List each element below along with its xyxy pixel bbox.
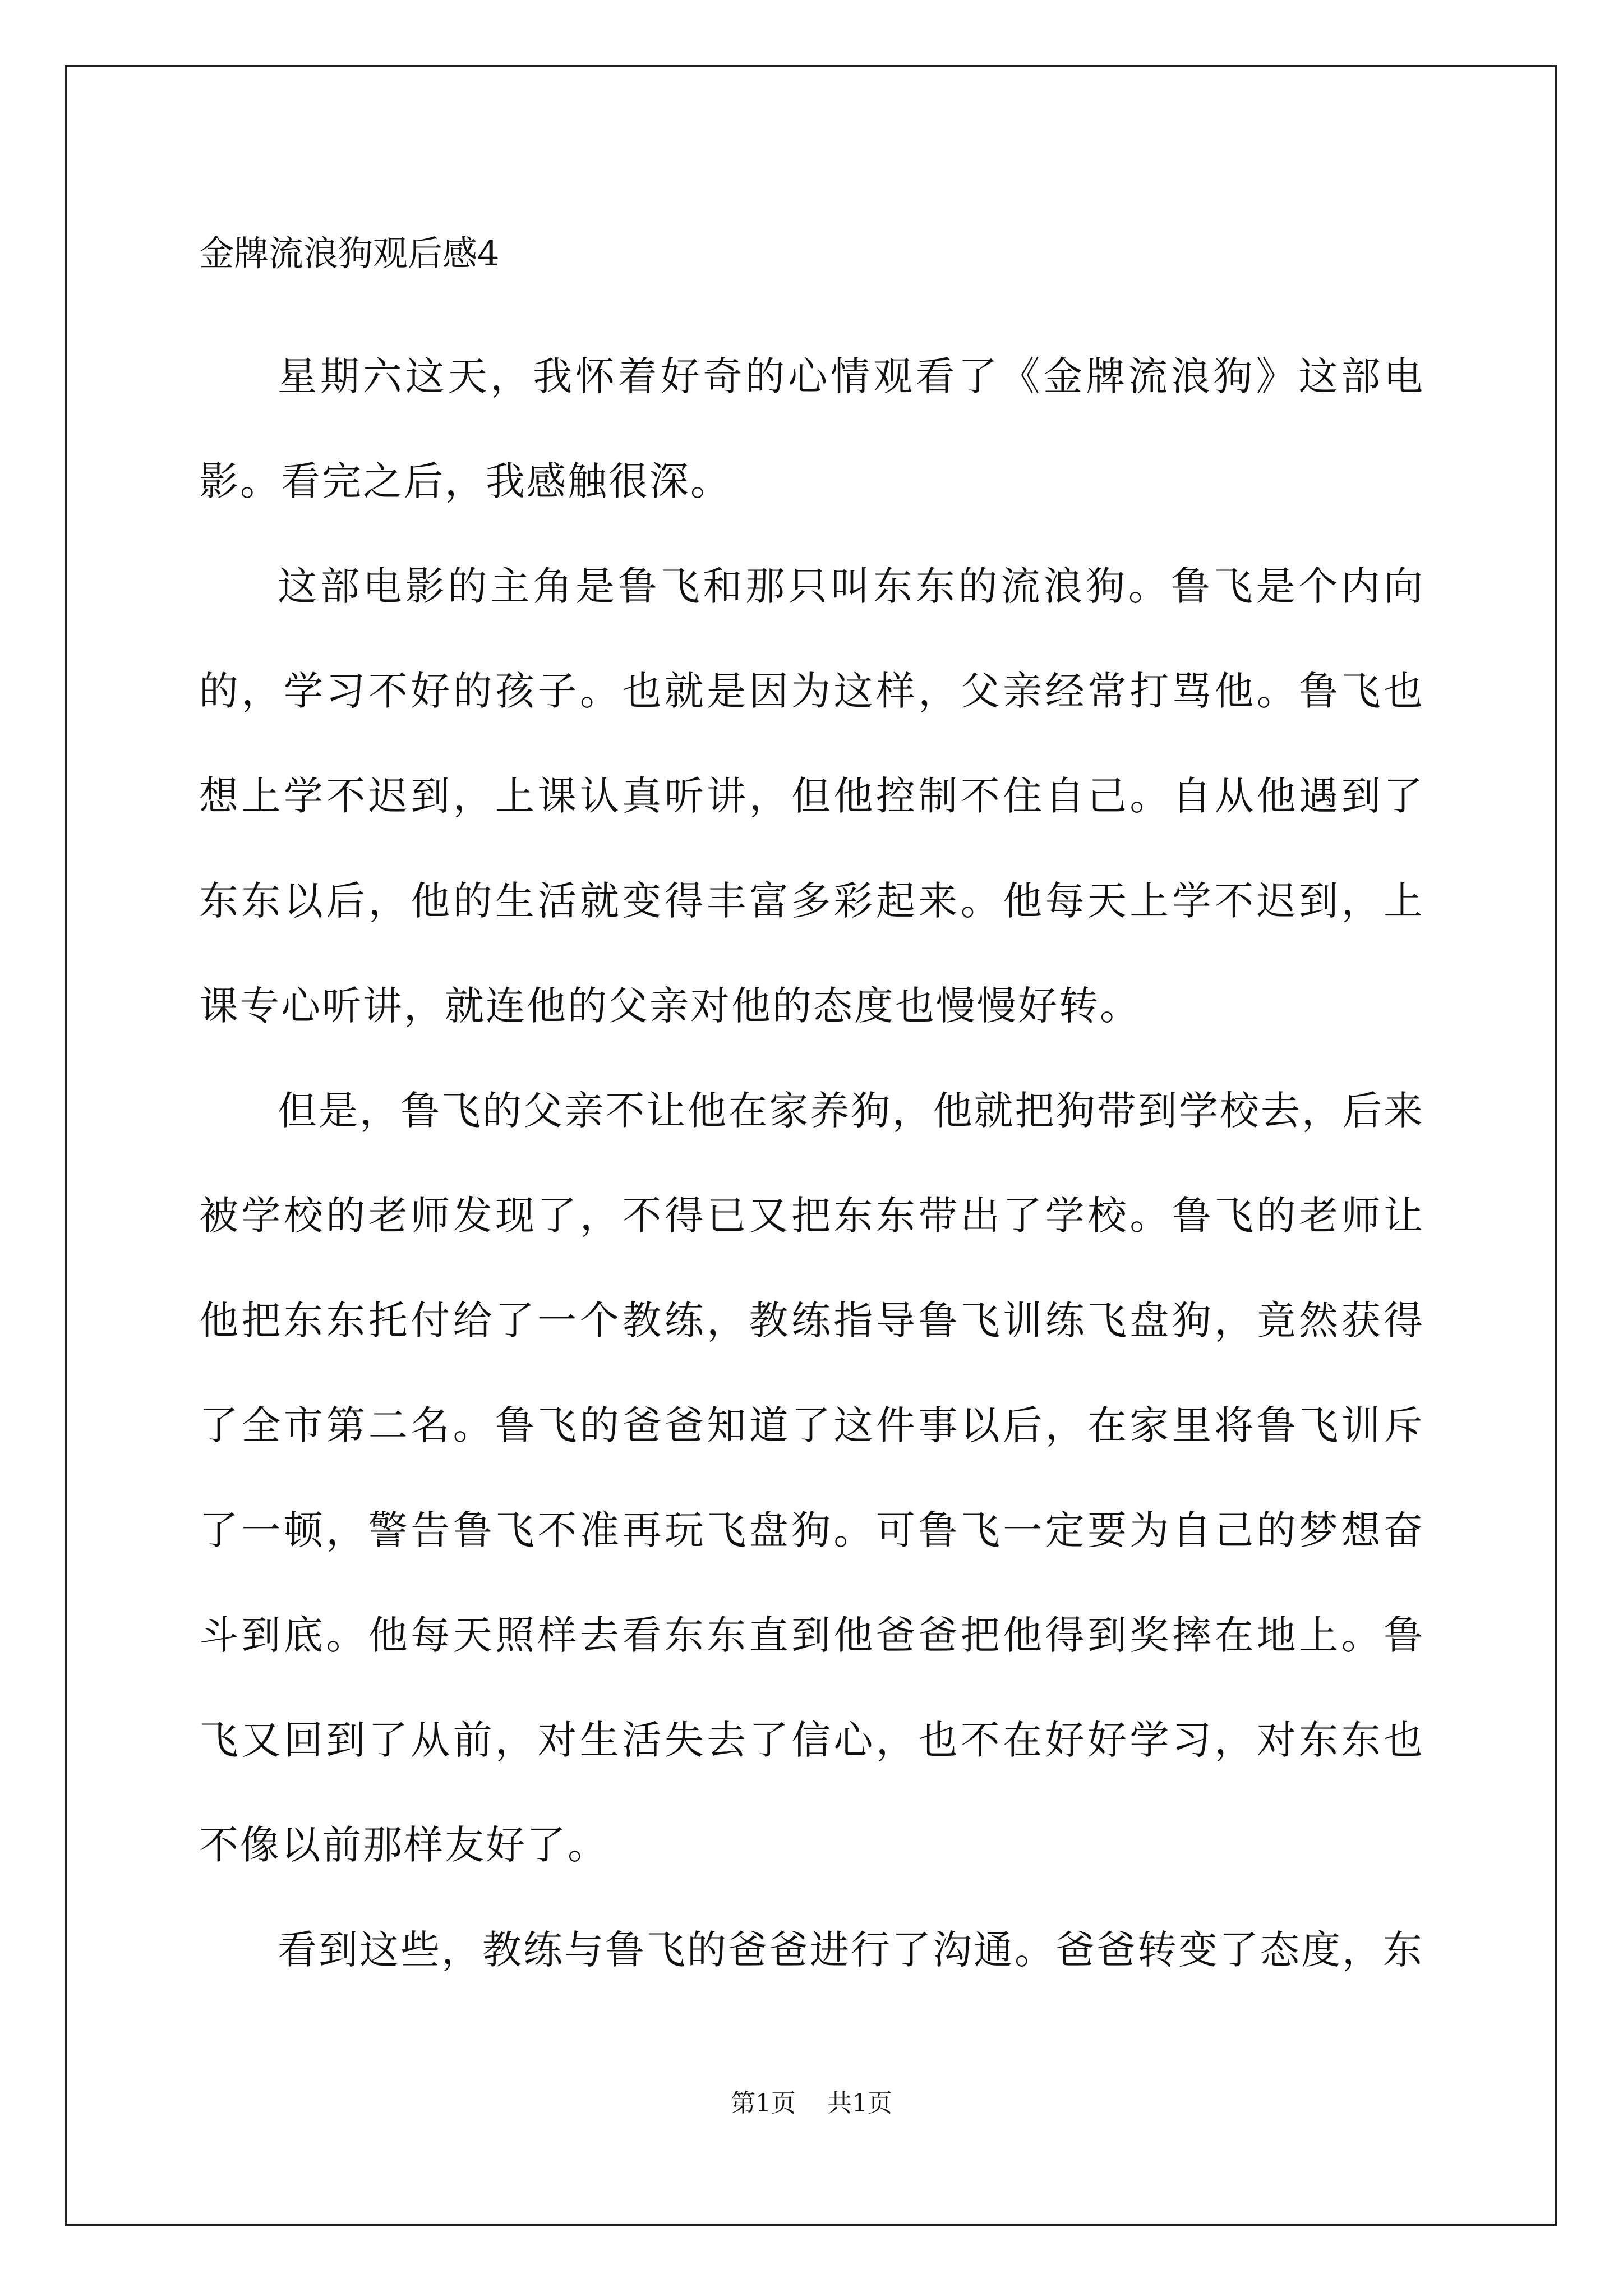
page-number-footer: 第1页 共1页 <box>731 2089 892 2118</box>
paragraph-2: 这部电影的主角是鲁飞和那只叫东东的流浪狗。鲁飞是个内向的，学习不好的孩子。也就是因为这样，父亲经常打骂他。鲁飞也想上学不迟到，上课认真听讲，但他控制不住自己。自从他遇到了东东以后，他的生活就变得丰富多彩起来。他每天上学不迟到，上课专心听讲，就连他的父亲对他的态度也慢慢好转。 <box>199 563 1424 1029</box>
paragraph-1: 星期六这天，我怀着好奇的心情观看了《金牌流浪狗》这部电影。看完之后，我感触很深。 <box>199 353 1424 504</box>
paragraph-3: 但是，鲁飞的父亲不让他在家养狗，他就把狗带到学校去，后来被学校的老师发现了，不得已又把东东带出了学校。鲁飞的老师让他把东东托付给了一个教练，教练指导鲁飞训练飞盘狗，竟然获得了全市第二名。鲁飞的爸爸知道了这件事以后，在家里将鲁飞训斥了一顿，警告鲁飞不准再玩飞盘狗。可鲁飞一定要为自己的梦想奋斗到底。他每天照样去看东东直到他爸爸把他得到奖摔在地上。鲁飞又回到了从前，对生活失去了信心，也不在好好学习，对东东也不像以前那样友好了。 <box>199 1088 1424 1868</box>
document-body <box>199 219 1424 2003</box>
paragraph-4: 看到这些，教练与鲁飞的爸爸进行了沟通。爸爸转变了态度，东 <box>278 1927 1424 1973</box>
document-title: 金牌流浪狗观后感4 <box>199 233 500 274</box>
